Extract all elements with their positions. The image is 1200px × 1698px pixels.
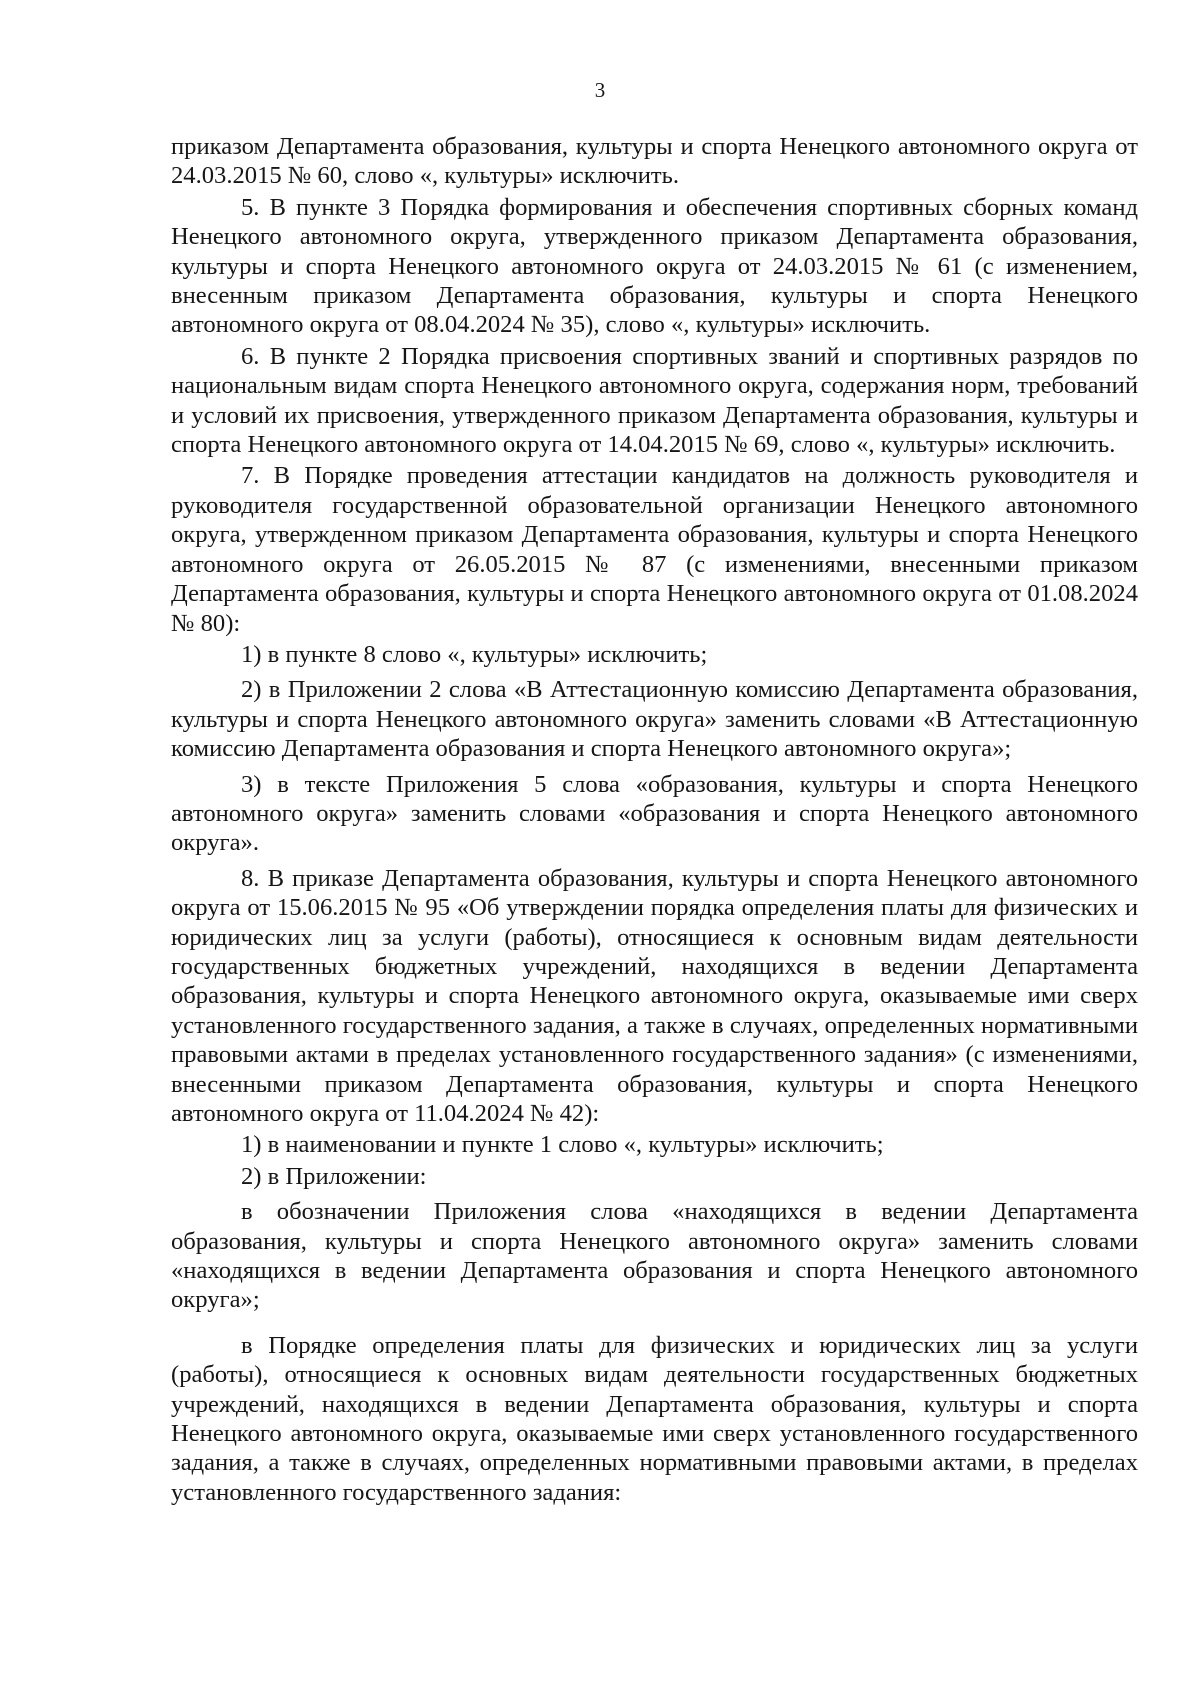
paragraph-item-8: 8. В приказе Департамента образования, культуры и спорта Ненецкого автономного округа от 15.06.2015 № 95 «Об утверждении порядка определения платы для физических и юридических лиц за услуги (работы), относящиеся к основным видам деятельности государственных бюджетных учреждений, находящихся в ведении Департамента образования, культуры и спорта Ненецкого автономного округа, оказываемые ими сверх установленного государственного задания, а также в случаях, определенных нормативными правовыми актами в пределах установленного государственного задания» (с изменениями, внесенными приказом Департамента образования, культуры и спорта Ненецкого автономного округа от 11.04.2024 № 42):	[171, 864, 1138, 1127]
paragraph-item-8-2: 2) в Приложении:	[241, 1162, 427, 1190]
paragraph-item-7-3: 3) в тексте Приложения 5 слова «образования, культуры и спорта Ненецкого автономного округа» заменить словами «образования и спорта Ненецкого автономного округа».	[171, 770, 1138, 857]
paragraph-item-6: 6. В пункте 2 Порядка присвоения спортивных званий и спортивных разрядов по национальным видам спорта Ненецкого автономного округа, содержания норм, требований и условий их присвоения, утвержденного приказом Департамента образования, культуры и спорта Ненецкого автономного округа от 14.04.2015 № 69, слово «, культуры» исключить.	[171, 342, 1138, 459]
paragraph-item-5: 5. В пункте 3 Порядка формирования и обеспечения спортивных сборных команд Ненецкого автономного округа, утвержденного приказом Департамента образования, культуры и спорта Ненецкого автономного округа от 24.03.2015 № 61 (с изменением, внесенным приказом Департамента образования, культуры и спорта Ненецкого автономного округа от 08.04.2024 № 35), слово «, культуры» исключить.	[171, 193, 1138, 339]
document-body	[171, 132, 1138, 1507]
paragraph-item-8-1: 1) в наименовании и пункте 1 слово «, культуры» исключить;	[241, 1131, 884, 1159]
paragraph-item-7-1: 1) в пункте 8 слово «, культуры» исключить;	[241, 640, 708, 668]
page-number: 3	[594, 78, 606, 102]
paragraph-item-7: 7. В Порядке проведения аттестации кандидатов на должность руководителя и руководителя государственной образовательной организации Ненецкого автономного округа, утвержденном приказом Департамента образования, культуры и спорта Ненецкого автономного округа от 26.05.2015 № 87 (с изменениями, внесенными приказом Департамента образования, культуры и спорта Ненецкого автономного округа от 01.08.2024 № 80):	[171, 462, 1138, 637]
paragraph-fee-procedure: в Порядке определения платы для физических и юридических лиц за услуги (работы), относящиеся к основных видам деятельности государственных бюджетных учреждений, находящихся в ведении Департамента образования, культуры и спорта Ненецкого автономного округа, оказываемые ими сверх установленного государственного задания, а также в случаях, определенных нормативными правовыми актами, в пределах установленного государственного задания:	[171, 1331, 1138, 1506]
paragraph-appendix-designation: в обозначении Приложения слова «находящихся в ведении Департамента образования, культуры и спорта Ненецкого автономного округа» заменить словами «находящихся в ведении Департамента образования и спорта Ненецкого автономного округа»;	[171, 1198, 1138, 1314]
paragraph-continuation: приказом Департамента образования, культуры и спорта Ненецкого автономного округа от 24.03.2015 № 60, слово «, культуры» исключить.	[171, 133, 1138, 190]
paragraph-item-7-2: 2) в Приложении 2 слова «В Аттестационную комиссию Департамента образования, культуры и спорта Ненецкого автономного округа» заменить словами «В Аттестационную комиссию Департамента образования и спорта Ненецкого автономного округа»;	[171, 676, 1138, 763]
